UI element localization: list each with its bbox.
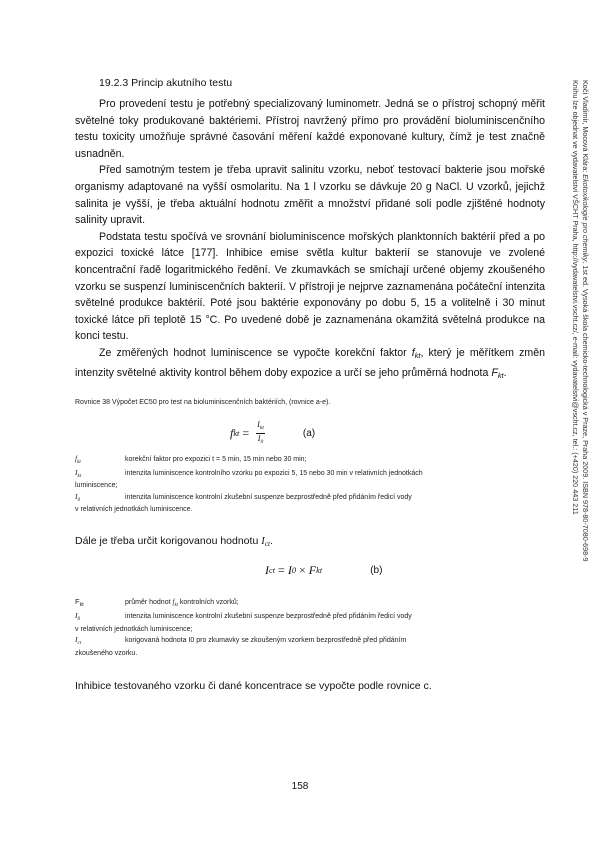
symbol-f: f [411, 346, 415, 359]
paragraph-3-text: Podstata testu spočívá ve srovnání bioluminiscence mořských planktonních baktérií před a po expozici toxické látce [177]. Inhibice emise světla kultur bakterií se stanovuje ve zvolené koncentrační řadě logaritmického ředění. Ve zkumavkách se smíchají určené objemy zkoušeného vzorku se suspenzí luminiscenčních bakterií. V přístroji je nejprve zaznamenána počáteční intenzita světelné produkce baktérií. Poté jsou baktérie exponovány po dobu 5, 15 a volitelně i 30 minut toxické látce při teplotě 15 °C. Po uvedené době je zaznamenána okamžitá světelná produkce na konci testu. [75, 230, 545, 343]
equation-b-body [265, 563, 382, 578]
intro-b-text: Dále je třeba určit korigovanou hodnotu [75, 534, 262, 547]
eq-a-denominator [258, 434, 263, 447]
def-sym-main: I [75, 635, 78, 645]
def-sym-main: I [75, 611, 78, 621]
eq-a-den-sub: 0 [260, 439, 264, 446]
eq-b-lhs: I [265, 562, 269, 577]
eq-b-times: × [296, 562, 309, 577]
intro-equation-b [75, 534, 545, 551]
definition-row [75, 597, 545, 612]
def-inline-sub: kt [174, 602, 178, 608]
def-sym-sub: kt [77, 472, 82, 479]
def-text: intenzita luminiscence kontrolní zkušební suspenze bezprostředně před přidáním ředicí vody [125, 493, 412, 501]
symbol-sub: kt [497, 370, 504, 380]
paragraph-1 [75, 96, 545, 162]
sidebar-text [570, 80, 590, 600]
def-symbol [75, 611, 125, 625]
sidebar-authors: Kočí Vladimír, Mocová Klára: [581, 80, 590, 175]
symbol-Ict [261, 536, 270, 547]
symbol-Fkt [491, 367, 503, 379]
eq-a-numerator [256, 420, 265, 434]
definition-continuation: luminiscence; [75, 482, 118, 490]
eq-b-label: (b) [370, 564, 383, 576]
def-symbol [75, 492, 125, 506]
eq-b-term1-sub: 0 [291, 565, 297, 575]
eq-b-term1: I [287, 562, 292, 577]
paragraph-2-text: Před samotným testem je třeba upravit salinitu vzorku, neboť testovací bakterie jsou mořské organismy adaptované na vyšší osmolaritu. Na 1 l vzorku se dávkuje 20 g NaCl. U vzorků, jejichž salinita je vyšší, je třeba aktuální hodnotu změřit a množství přidané soli podle zjištěné hodnoty salinity upravit. [75, 164, 545, 227]
def-text: průměr hodnot [125, 598, 173, 606]
def-sym-main: I [75, 491, 78, 501]
def-sym-sub: 0 [77, 616, 81, 623]
eq-b-equals: = [275, 562, 288, 577]
eq-a-num-sub: kt [259, 425, 264, 432]
def-sym-sub: ct [77, 640, 82, 647]
def-text: korigovaná hodnota I0 pro zkumavky se zkoušeným vzorkem bezprostředně před přidáním [125, 637, 407, 645]
page-content [75, 76, 545, 693]
def-text-after: kontrolních vzorků; [177, 598, 239, 606]
definitions-a [75, 454, 545, 516]
definition-continuation: v relativních jednotkách luminiscence; [75, 625, 193, 633]
definition-row [75, 468, 545, 482]
equation-caption: Rovnice 38 Výpočet EC50 pro test na bioluminiscenčních baktériích, (rovnice a-e). [75, 399, 331, 407]
intro-b-end: . [270, 534, 273, 547]
paragraph-3 [75, 229, 545, 345]
def-sym-main: f [75, 454, 78, 464]
def-symbol [75, 635, 125, 649]
sidebar-line-1 [580, 80, 590, 600]
eq-b-lhs-sub: ct [269, 565, 276, 575]
sidebar-book-title: Ekotoxikologie pro chemiky [581, 174, 590, 262]
symbol-sub: ct [264, 538, 271, 548]
eq-a-den-sym: I [257, 434, 261, 444]
def-text: intenzita luminiscence kontrolního vzorku po expozici 5, 15 nebo 30 min v relativních jednotkách [125, 469, 423, 477]
symbol-I: I [261, 535, 265, 547]
symbol-F: F [491, 366, 498, 379]
paragraph-4 [75, 345, 545, 384]
section-heading: 19.2.3 Princip akutního testu [99, 77, 233, 89]
eq-a-lhs-sub: kt [233, 429, 240, 439]
definitions-b [75, 597, 545, 660]
definition-row [75, 635, 545, 649]
definition-row [75, 611, 545, 625]
equation-b [75, 561, 545, 585]
def-symbol [75, 597, 125, 611]
paragraph-4-text-a: Ze změřených hodnot luminiscence se vypočte korekční faktor [99, 346, 412, 359]
closing-line: Inhibice testovaného vzorku či dané koncentrace se vypočte podle rovnice c. [75, 680, 432, 693]
page-number: 158 [291, 781, 309, 792]
equation-a [75, 418, 545, 446]
def-text: intenzita luminiscence kontrolní zkušební suspenze bezprostředně před přidáním ředicí vody [125, 613, 412, 621]
def-sym-sub: kt [79, 601, 84, 608]
eq-a-num-sym: I [257, 420, 260, 430]
eq-a-equals: = [239, 426, 253, 441]
eq-a-label: (a) [302, 428, 316, 440]
def-symbol [75, 468, 125, 482]
eq-b-term2-sub: kt [316, 565, 323, 575]
paragraph-1-text: Pro provedení testu je potřebný specializovaný luminometr. Jedná se o přístroj schopný měřit světelné toky produkované baktériemi. Přístroj navržený přímo pro provádění bioluminiscenčního testu toxicity umožňuje správné časování měření každé exponované kultury, čímž je test značně usnadněn. [75, 98, 545, 160]
paragraph-2 [75, 162, 545, 228]
def-sym-sub: 0 [77, 496, 81, 503]
paragraph-4-text-b: , který je měřítkem změn intenzity světelné aktivity kontrol během doby expozice a určí se jeho průměrná hodnota [75, 346, 545, 379]
sidebar-line-2: Knihu lze objednat ve vydavatelství VŠCHT Praha, http://vydavatelstvi.vscht.cz/, e-mail: vydavatelstvi@vscht.cz, tel.: (+420) 220 443 211 [571, 80, 580, 515]
def-symbol [75, 454, 125, 468]
def-text: korekční faktor pro expozici t = 5 min, 15 min nebo 30 min; [125, 456, 307, 464]
definition-row [75, 454, 545, 468]
def-inline-sym: f [172, 597, 175, 606]
eq-b-term2: F [308, 562, 317, 577]
eq-a-fraction [256, 420, 265, 447]
def-sym-main: F [75, 596, 80, 606]
symbol-sub: kt [414, 350, 421, 360]
equation-a-body [230, 420, 315, 447]
paragraph-4-end: . [503, 366, 507, 379]
definition-row [75, 492, 545, 506]
def-sym-main: I [75, 467, 78, 477]
def-sym-sub: kt [77, 459, 81, 466]
copyright-sidebar [568, 80, 590, 600]
eq-a-lhs: f [230, 426, 234, 441]
definition-continuation: zkoušeného vzorku. [75, 649, 138, 657]
sidebar-publication: . 1st ed. Vysoká škola chemicko-technologická v Praze, Praha 2009. ISBN 978-80-7080-698-9 [581, 261, 590, 562]
definition-continuation: v relativních jednotkách luminiscence. [75, 506, 193, 514]
